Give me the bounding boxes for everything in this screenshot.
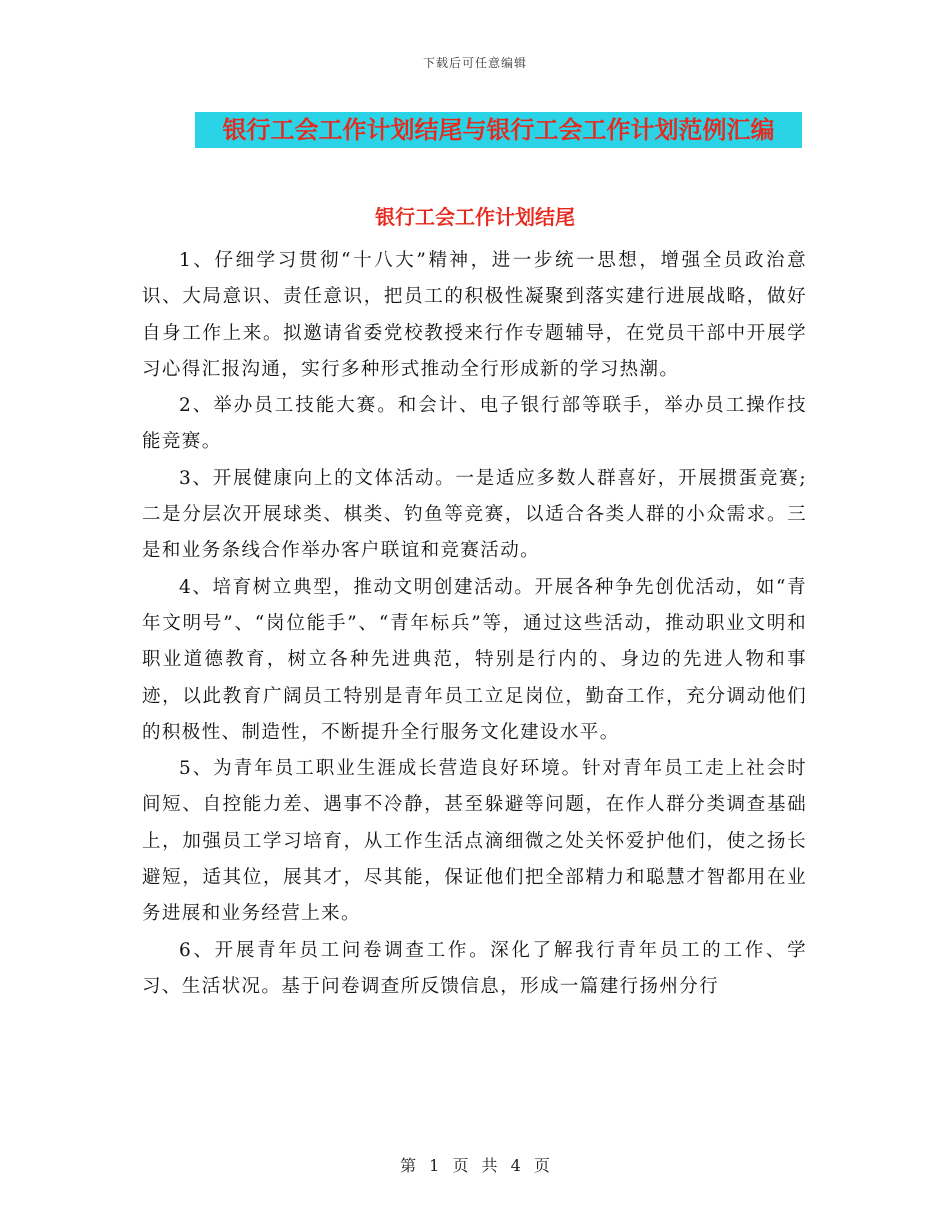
paragraph-6: 6、开展青年员工问卷调查工作。深化了解我行青年员工的工作、学习、生活状况。基于问卷调查所反馈信息，形成一篇建行扬州分行: [142, 939, 807, 997]
page-footer: 第 1 页 共 4 页: [400, 1156, 550, 1175]
paragraph-2: 2、举办员工技能大赛。和会计、电子银行部等联手，举办员工操作技能竞赛。: [142, 395, 807, 453]
paragraph-4: 4、培育树立典型，推动文明创建活动。开展各种争先创优活动，如“青年文明号”、“岗位能手”、“青年标兵”等，通过这些活动，推动职业文明和职业道德教育，树立各种先进典范，特别是行内的、身边的先进人物和事迹，以此教育广阔员工特别是青年员工立足岗位，勤奋工作，充分调动他们的积极性、制造性，不断提升全行服务文化建设水平。: [142, 576, 807, 743]
header-note: 下载后可任意编辑: [422, 56, 527, 70]
section-title: 银行工会工作计划结尾: [375, 205, 575, 229]
document-body: [142, 243, 807, 1005]
paragraph-3: 3、开展健康向上的文体活动。一是适应多数人群喜好，开展掼蛋竞赛;二是分层次开展球类、棋类、钓鱼等竞赛，以适合各类人群的小众需求。三是和业务条线合作举办客户联谊和竞赛活动。: [142, 467, 807, 562]
paragraph-1: 1、仔细学习贯彻“十八大”精神，进一步统一思想，增强全员政治意识、大局意识、责任意识，把员工的积极性凝聚到落实建行进展战略，做好自身工作上来。拟邀请省委党校教授来行作专题辅导，在党员干部中开展学习心得汇报沟通，实行多种形式推动全行形成新的学习热潮。: [142, 250, 807, 380]
document-title: 银行工会工作计划结尾与银行工会工作计划范例汇编: [195, 112, 802, 148]
paragraph-5: 5、为青年员工职业生涯成长营造良好环境。针对青年员工走上社会时间短、自控能力差、遇事不冷静，甚至躲避等问题，在作人群分类调查基础上，加强员工学习培育，从工作生活点滴细微之处关怀爱护他们，使之扬长避短，适其位，展其才，尽其能，保证他们把全部精力和聪慧才智都用在业务进展和业务经营上来。: [142, 758, 807, 925]
